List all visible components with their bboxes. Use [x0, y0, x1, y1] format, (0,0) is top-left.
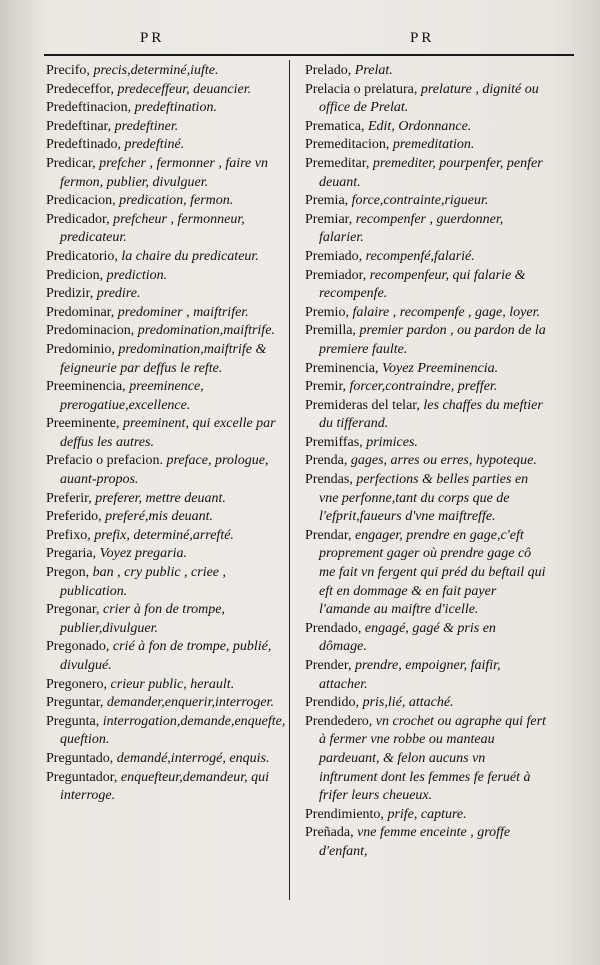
- entry-definition: recompenfé,falarié.: [365, 248, 475, 264]
- entry-headword: Prefacio o prefacion.: [46, 453, 167, 469]
- dictionary-entry: [305, 452, 547, 471]
- running-head-right: PR: [410, 30, 435, 46]
- entry-headword: Predeftinar,: [46, 118, 115, 134]
- entry-definition: preferé,mis deuant.: [105, 509, 214, 525]
- dictionary-entry: [46, 527, 288, 546]
- dictionary-entry: [46, 415, 288, 452]
- dictionary-entry: [46, 490, 288, 509]
- entry-definition: engagé, gagé & pris en dômage.: [319, 620, 496, 655]
- dictionary-entry: [46, 322, 288, 341]
- entry-headword: Preñada,: [305, 825, 358, 841]
- entry-definition: prefcheur , fermonneur, predicateur.: [60, 211, 245, 246]
- entry-definition: perfections & belles parties en vne perfonne,tant du corps que de l'efprit,faueurs d'vne maiftreffe.: [319, 472, 529, 525]
- dictionary-entry: [46, 136, 288, 155]
- dictionary-entry: [46, 99, 288, 118]
- dictionary-entry: [46, 564, 288, 601]
- entry-definition: crieur public, herault.: [110, 676, 235, 692]
- entry-headword: Predicar,: [46, 155, 100, 171]
- dictionary-entry: [46, 638, 288, 675]
- dictionary-entry: [46, 267, 288, 286]
- left-column: [46, 62, 288, 806]
- entry-definition: Voyez pregaria.: [99, 546, 188, 562]
- entry-definition: Edit, Ordonnance.: [367, 118, 472, 134]
- entry-headword: Predicacion,: [46, 193, 120, 209]
- entry-headword: Prelacia o prelatura,: [305, 81, 421, 97]
- entry-definition: predeftiné.: [124, 137, 185, 153]
- entry-definition: prefix, determiné,arrefté.: [94, 527, 234, 543]
- entry-headword: Precifo,: [46, 63, 94, 78]
- entry-headword: Prendas,: [305, 472, 357, 488]
- dictionary-entry: [46, 601, 288, 638]
- dictionary-entry: [305, 694, 547, 713]
- entry-definition: enquefteur,demandeur, qui interroge.: [60, 769, 270, 804]
- entry-headword: Premio,: [305, 304, 353, 320]
- dictionary-entry: [46, 211, 288, 248]
- entry-definition: preferer, mettre deuant.: [95, 490, 226, 506]
- entry-headword: Premia,: [305, 193, 352, 209]
- entry-definition: prendre, empoigner, faifir, attacher.: [319, 658, 501, 692]
- dictionary-entry: [46, 62, 288, 81]
- entry-definition: predominer , maiftrifer.: [117, 304, 249, 320]
- dictionary-entry: [305, 155, 547, 192]
- entry-headword: Premeditar,: [305, 155, 373, 171]
- entry-definition: premediter, pourpenfer, penfer deuant.: [319, 155, 543, 190]
- entry-headword: Prendar,: [305, 527, 355, 543]
- dictionary-entry: [305, 657, 547, 694]
- entry-headword: Premiador,: [305, 267, 370, 283]
- entry-headword: Preguntar,: [46, 695, 107, 711]
- dictionary-entry: [46, 341, 288, 378]
- entry-definition: prelature , dignité ou office de Prelat.: [319, 81, 539, 116]
- entry-definition: predomination,maiftrife & feigneurie par deffus le refte.: [60, 341, 267, 376]
- dictionary-entry: [46, 545, 288, 564]
- dictionary-entry: [46, 750, 288, 769]
- entry-headword: Pregonero,: [46, 676, 111, 692]
- entry-headword: Prendado,: [305, 620, 365, 636]
- entry-headword: Prender,: [305, 658, 355, 673]
- entry-definition: predeftination.: [134, 100, 217, 116]
- entry-headword: Prendimiento,: [305, 806, 388, 822]
- dictionary-entry: [305, 248, 547, 267]
- dictionary-entry: [305, 62, 547, 81]
- dictionary-entry: [305, 527, 547, 620]
- dictionary-entry: [46, 285, 288, 304]
- entry-headword: Predicatorio,: [46, 248, 122, 264]
- dictionary-entry: [305, 192, 547, 211]
- dictionary-entry: [305, 620, 547, 657]
- dictionary-entry: [305, 304, 547, 323]
- entry-headword: Predeftinado,: [46, 137, 125, 153]
- dictionary-entry: [46, 508, 288, 527]
- entry-headword: Preeminente,: [46, 416, 123, 432]
- entry-definition: interrogation,demande,enquefte, queftion.: [60, 713, 286, 748]
- dictionary-entry: [46, 769, 288, 806]
- header-rule: [44, 54, 574, 56]
- entry-headword: Preguntado,: [46, 750, 117, 766]
- entry-definition: Voyez Preeminencia.: [381, 360, 499, 376]
- entry-definition: vn crochet ou agraphe qui fert à fermer vne robbe ou manteau pardeuant, & felon aucuns vn inftrument dont les femmes fe feruét à frifer leurs cheueux.: [319, 713, 546, 804]
- entry-definition: recompenfeur, qui falarie & recompenfe.: [319, 267, 526, 302]
- column-divider: [289, 60, 290, 900]
- entry-definition: force,contrainte,rigueur.: [351, 193, 489, 209]
- entry-definition: ban , cry public , criee , publication.: [60, 565, 227, 599]
- entry-definition: Prelat.: [354, 63, 393, 78]
- entry-headword: Preferido,: [46, 509, 106, 525]
- dictionary-entry: [46, 676, 288, 695]
- entry-headword: Premilla,: [305, 323, 360, 339]
- entry-definition: predire.: [96, 286, 141, 302]
- dictionary-entry: [46, 452, 288, 489]
- entry-definition: prife, capture.: [387, 806, 467, 822]
- entry-headword: Predominar,: [46, 304, 118, 320]
- entry-headword: Preminencia,: [305, 360, 382, 376]
- entry-definition: forcer,contraindre, preffer.: [349, 379, 498, 395]
- entry-definition: gages, arres ou erres, hypoteque.: [350, 453, 537, 469]
- entry-definition: la chaire du predicateur.: [121, 248, 259, 264]
- right-column: [305, 62, 547, 862]
- entry-headword: Pregon,: [46, 565, 93, 581]
- entry-definition: prediction.: [106, 267, 168, 283]
- entry-definition: predeceffeur, deuancier.: [117, 81, 252, 97]
- dictionary-entry: [46, 378, 288, 415]
- entry-headword: Predizir,: [46, 286, 97, 302]
- entry-headword: Preguntador,: [46, 769, 121, 785]
- dictionary-entry: [305, 360, 547, 379]
- dictionary-entry: [305, 806, 547, 825]
- entry-definition: pris,lié, attaché.: [362, 695, 454, 711]
- entry-headword: Prelado,: [305, 63, 355, 78]
- entry-definition: premeditation.: [392, 137, 475, 153]
- entry-headword: Preferir,: [46, 490, 96, 506]
- entry-headword: Premiar,: [305, 211, 356, 227]
- entry-definition: vne femme enceinte , groffe d'enfant,: [319, 825, 511, 859]
- dictionary-entry: [46, 713, 288, 750]
- entry-headword: Premideras del telar,: [305, 397, 424, 413]
- entry-headword: Pregaria,: [46, 546, 100, 562]
- entry-definition: primices.: [366, 434, 418, 450]
- dictionary-entry: [305, 713, 547, 806]
- entry-headword: Pregunta,: [46, 713, 103, 729]
- dictionary-entry: [305, 824, 547, 861]
- entry-headword: Premiffas,: [305, 434, 367, 450]
- entry-headword: Pregonado,: [46, 639, 113, 655]
- dictionary-entry: [305, 322, 547, 359]
- dictionary-entry: [46, 192, 288, 211]
- entry-headword: Prematica,: [305, 118, 368, 134]
- entry-definition: preeminence, prerogatiue,excellence.: [60, 379, 204, 413]
- entry-definition: predomination,maiftrife.: [137, 323, 275, 339]
- dictionary-entry: [305, 471, 547, 527]
- dictionary-entry: [46, 118, 288, 137]
- entry-definition: preeminent, qui excelle par deffus les autres.: [60, 416, 276, 450]
- dictionary-entry: [305, 118, 547, 137]
- entry-definition: preface, prologue, auant-propos.: [60, 453, 269, 488]
- dictionary-entry: [305, 378, 547, 397]
- entry-headword: Prefixo,: [46, 527, 95, 543]
- entry-definition: demandé,interrogé, enquis.: [116, 750, 270, 766]
- entry-headword: Predeceffor,: [46, 81, 118, 97]
- dictionary-entry: [305, 434, 547, 453]
- entry-headword: Premir,: [305, 379, 350, 395]
- entry-definition: les chaffes du meftier du tifferand.: [319, 397, 543, 432]
- dictionary-entry: [46, 81, 288, 100]
- entry-headword: Predominio,: [46, 341, 119, 357]
- entry-headword: Prendedero,: [305, 713, 376, 729]
- entry-definition: prefcher , fermonner , faire vn fermon, publier, divulguer.: [60, 155, 268, 190]
- dictionary-entry: [305, 397, 547, 434]
- entry-definition: demander,enquerir,interroger.: [106, 695, 274, 711]
- entry-definition: predication, fermon.: [119, 193, 234, 209]
- entry-headword: Pregonar,: [46, 602, 103, 618]
- entry-headword: Prendido,: [305, 695, 363, 711]
- entry-definition: crier à fon de trompe, publier,divulguer.: [60, 602, 225, 636]
- entry-headword: Predicion,: [46, 267, 107, 283]
- entry-definition: falaire , recompenfe , gage, loyer.: [352, 304, 540, 320]
- dictionary-entry: [305, 136, 547, 155]
- entry-definition: crié à fon de trompe, publié, divulgué.: [60, 639, 272, 673]
- entry-definition: engager, prendre en gage,c'eft proprement gager où prendre gage cô me fait vn fergent qui préd du beftail qui eft en dommage & en fait payer l'amande au maiftre d'icelle.: [319, 527, 546, 618]
- entry-headword: Predominacion,: [46, 323, 138, 339]
- entry-definition: premier pardon , ou pardon de la premiere faulte.: [319, 323, 546, 357]
- dictionary-entry: [305, 211, 547, 248]
- dictionary-entry: [305, 267, 547, 304]
- dictionary-entry: [46, 304, 288, 323]
- entry-headword: Predeftinacion,: [46, 100, 135, 116]
- dictionary-entry: [46, 155, 288, 192]
- running-head-left: PR: [140, 30, 165, 46]
- entry-definition: predeftiner.: [114, 118, 179, 134]
- entry-definition: recompenfer , guerdonner, falarier.: [319, 211, 504, 246]
- dictionary-entry: [305, 81, 547, 118]
- entry-headword: Premiado,: [305, 248, 366, 264]
- entry-headword: Premeditacion,: [305, 137, 393, 153]
- entry-definition: precis,determiné,iufte.: [93, 63, 219, 78]
- dictionary-entry: [46, 694, 288, 713]
- entry-headword: Predicador,: [46, 211, 114, 227]
- entry-headword: Prenda,: [305, 453, 351, 469]
- entry-headword: Preeminencia,: [46, 379, 130, 395]
- dictionary-entry: [46, 248, 288, 267]
